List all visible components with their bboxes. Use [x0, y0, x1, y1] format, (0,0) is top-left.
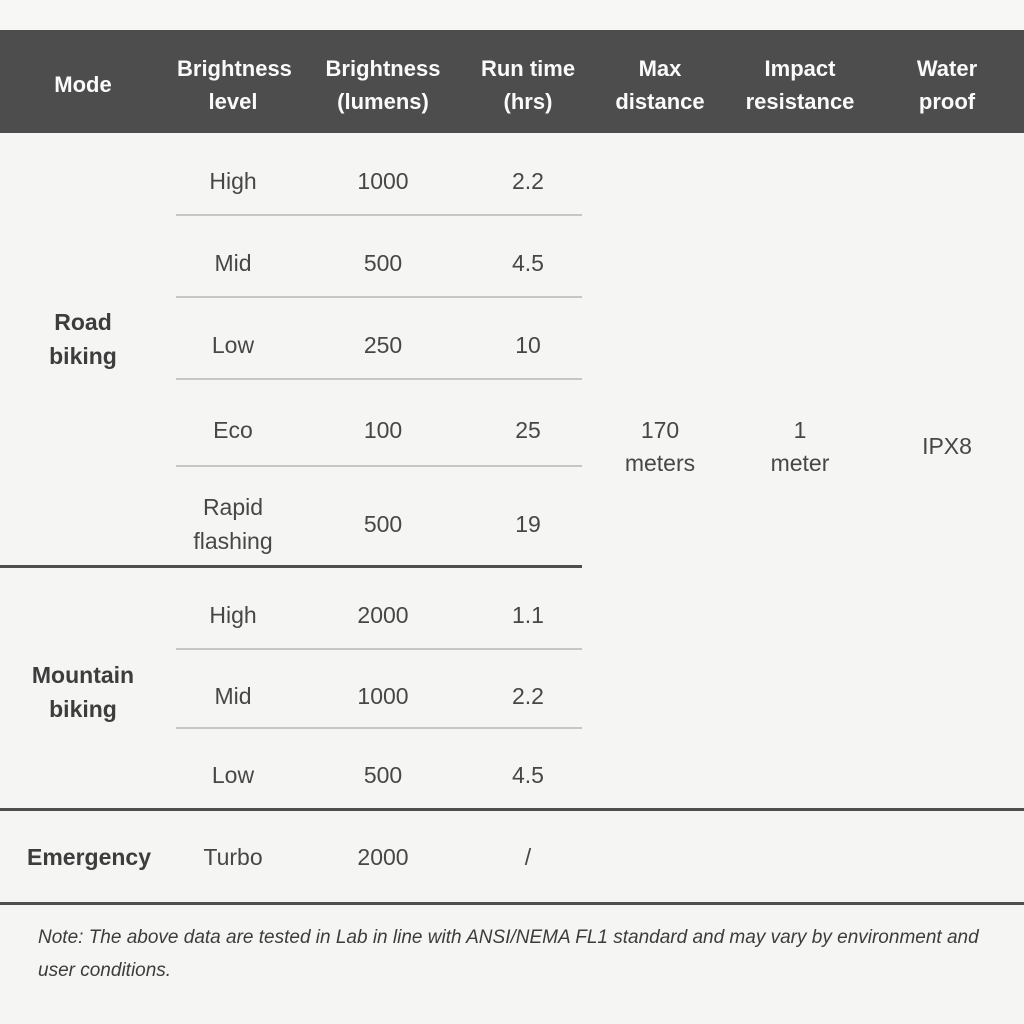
column-header-max-distance: [590, 30, 730, 133]
water-proof-value: IPX8: [922, 433, 972, 459]
top-margin: [0, 0, 1024, 30]
cell-level: Low: [211, 332, 255, 358]
cell-level: Low: [211, 761, 255, 788]
mode-label: Road biking: [49, 308, 117, 369]
cell-lumens: 500: [363, 510, 403, 537]
cell-runtime: 2.2: [512, 167, 544, 194]
column-header-label: Brightness (lumens): [325, 55, 441, 114]
column-header-water-proof: [870, 30, 1024, 133]
column-header-label: Water proof: [916, 55, 978, 114]
cell-runtime: 4.5: [512, 250, 544, 276]
mode-cell-mountain-biking: [0, 568, 166, 808]
column-header-label: Run time (hrs): [480, 55, 576, 114]
cell-lumens: 1000: [357, 682, 409, 709]
footnote-text: Note: The above data are tested in Lab in line with ANSI/NEMA FL1 standard and may vary by environment and user conditions.: [38, 927, 979, 981]
cell-runtime: 1.1: [512, 602, 544, 628]
mode-label: Mountain biking: [31, 662, 135, 722]
cell-runtime: 25: [515, 416, 541, 443]
column-header-mode: [0, 30, 166, 133]
mode-cell-road-biking: [0, 133, 166, 568]
cell-runtime: 19: [515, 510, 541, 537]
mode-cell-emergency: [0, 808, 166, 905]
cell-level: High: [209, 602, 257, 628]
max-distance-value: 170 meters: [624, 416, 696, 476]
footnote: [0, 905, 1018, 987]
column-header-label: Mode: [54, 72, 112, 97]
impact-resistance-value: 1 meter: [770, 416, 830, 476]
column-header-brightness-lumens: [300, 30, 466, 133]
cell-max-distance: [590, 133, 730, 808]
cell-runtime: 10: [515, 332, 541, 358]
cell-lumens: 100: [363, 416, 403, 443]
cell-lumens: 500: [363, 761, 403, 788]
cell-level: Eco: [213, 416, 253, 443]
cell-level: [166, 467, 300, 568]
column-header-brightness-level: [166, 30, 300, 133]
cell-lumens: 500: [363, 250, 403, 276]
cell-level: Mid: [214, 250, 252, 276]
cell-lumens: 1000: [357, 167, 409, 194]
cell-runtime: /: [524, 843, 532, 870]
table-body: [0, 133, 1024, 905]
cell-runtime: 2.2: [512, 682, 544, 709]
cell-level: High: [209, 167, 257, 194]
column-header-label: Impact resistance: [745, 55, 855, 114]
cell-level: Turbo: [203, 843, 263, 870]
cell-water-proof: [870, 133, 1024, 808]
cell-level: Mid: [214, 682, 252, 709]
cell-lumens: 250: [363, 332, 403, 358]
column-header-label: Max distance: [615, 55, 705, 114]
cell-level-text: Rapid flashing: [193, 493, 273, 554]
cell-lumens: 2000: [357, 843, 409, 870]
table-bottom-rule: [0, 902, 1024, 905]
column-header-impact-resistance: [730, 30, 870, 133]
mode-label: Emergency: [27, 843, 152, 870]
cell-lumens: 2000: [357, 602, 409, 628]
table-header-row: [0, 30, 1024, 133]
column-header-run-time: [466, 30, 590, 133]
cell-runtime: 4.5: [512, 761, 544, 788]
cell-impact-resistance: [730, 133, 870, 808]
column-header-label: Brightness level: [177, 55, 292, 114]
